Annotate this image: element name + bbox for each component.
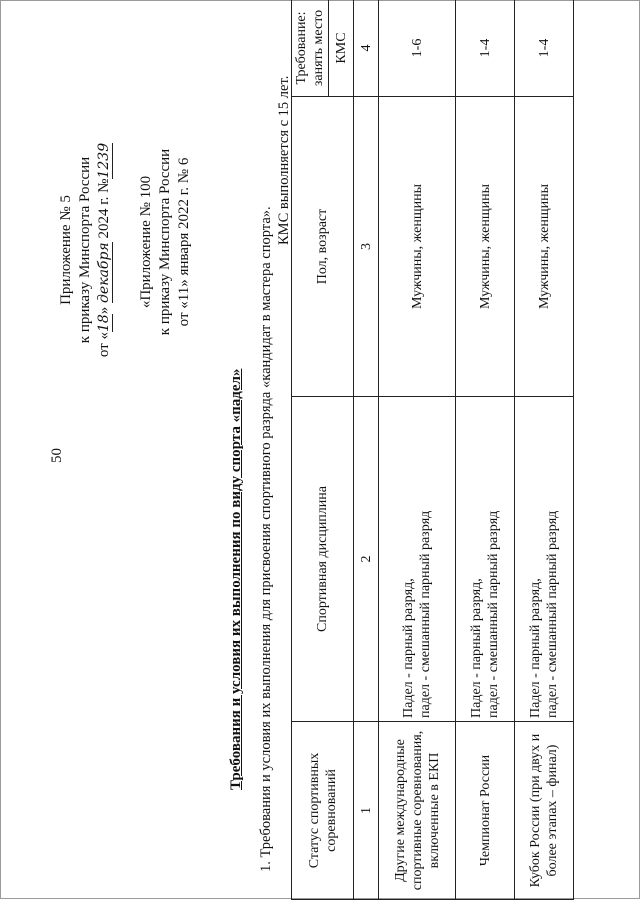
header-status: Статус спортивных соревнований	[292, 722, 354, 900]
header-requirement: Требование: занять место	[292, 0, 329, 97]
kms-age-note: КМС выполняется с 15 лет.	[276, 75, 292, 245]
cell-status: Другие международные спортивные соревнования, включенные в ЕКП	[379, 722, 456, 900]
appendix-date-line	[95, 80, 114, 420]
cell-status: Кубок России (при двух и более этапах – финал)	[515, 722, 574, 900]
appendix-line1: Приложение № 5	[58, 195, 74, 305]
col-number: 4	[354, 0, 379, 97]
header-kms: КМС	[329, 0, 354, 97]
cell-place: 1-6	[379, 0, 456, 97]
cell-status: Чемпионат России	[456, 722, 515, 900]
cell-place: 1-4	[456, 0, 515, 97]
header-gender: Пол, возраст	[292, 97, 354, 397]
cell-discipline	[515, 397, 574, 722]
requirements-table	[291, 0, 574, 900]
document-sheet	[1, 1, 640, 900]
table-row	[515, 0, 574, 900]
header-discipline: Спортивная дисциплина	[292, 397, 354, 722]
col-number: 2	[354, 397, 379, 722]
cell-gender: Мужчины, женщины	[379, 97, 456, 397]
col-number: 3	[354, 97, 379, 397]
discipline-line: падел - смешанный парный разряд	[486, 510, 501, 718]
date-year: 2024 г. №	[96, 178, 112, 239]
discipline-line: падел - смешанный парный разряд	[545, 510, 560, 718]
cell-gender: Мужчины, женщины	[456, 97, 515, 397]
date-day: 18	[96, 314, 112, 333]
previous-appendix-header	[137, 72, 194, 412]
discipline-line: падел - смешанный парный разряд	[418, 510, 433, 718]
section-intro: 1. Требования и условия их выполнения для присвоения спортивного разряда «кандидат в мастера спорта».	[258, 206, 274, 872]
discipline-line: Падел - парный разряд,	[469, 578, 484, 718]
cell-discipline	[456, 397, 515, 722]
discipline-line: Падел - парный разряд,	[528, 578, 543, 718]
document-title: Требования и условия их выполнения по виду спорта «падел»	[228, 368, 244, 790]
appendix-header	[57, 80, 114, 420]
cell-gender: Мужчины, женщины	[515, 97, 574, 397]
prev-appendix-line2: к приказу Минспорта России	[157, 148, 173, 336]
cell-discipline	[379, 397, 456, 722]
date-mid: »	[96, 306, 112, 315]
appendix-line2: к приказу Минспорта России	[77, 156, 93, 344]
prev-appendix-line3: от «11» января 2022 г. № 6	[176, 157, 192, 327]
prev-appendix-line1: «Приложение № 100	[138, 175, 154, 309]
page-number: 50	[49, 448, 65, 463]
discipline-line: Падел - парный разряд,	[401, 578, 416, 718]
cell-place: 1-4	[515, 0, 574, 97]
table-row	[379, 0, 456, 900]
date-prefix: от «	[96, 332, 112, 358]
table-row	[456, 0, 515, 900]
date-month: декабря	[96, 242, 112, 303]
col-number: 1	[354, 722, 379, 900]
order-number: 1239	[96, 142, 112, 179]
